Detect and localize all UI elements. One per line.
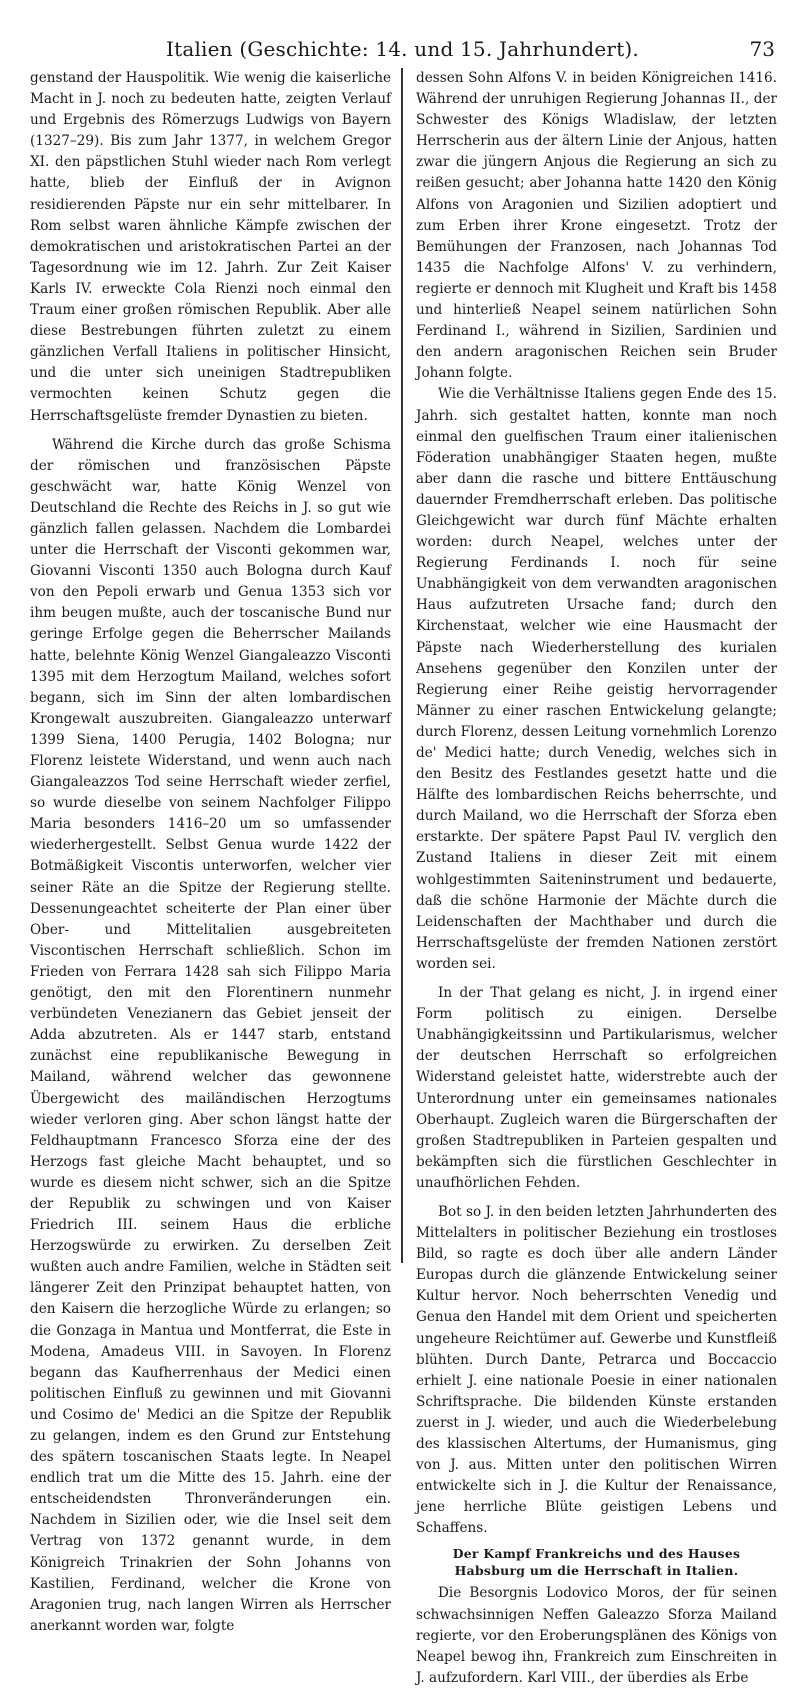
left-column [30, 68, 391, 1634]
page-number: 73 [749, 37, 775, 61]
paragraph: In der That gelang es nicht, J. in irgend einer Form politisch zu einigen. Derselbe Unabhängigkeitssinn und Partikularismus, welcher der deutschen Herrschaft so erfolgreichen Widerstand geleistet hatte, widerstrebte auch der Unterordnung unter ein gemeinsames nationales Oberhaupt. Zugleich waren die Bürgerschaften der großen Stadtrepubliken in Parteien gespalten und bekämpften sich die fürstlichen Geschlechter in unaufhörlichen Fehden. [416, 985, 777, 1191]
right-column [416, 68, 777, 1686]
section-heading: Der Kampf Frankreichs und des Hauses Habsburg um die Herrschaft in Italien. [452, 1546, 741, 1579]
paragraph: Während die Kirche durch das große Schisma der römischen und französischen Päpste geschwächt war, hatte König Wenzel von Deutschland die Rechte des Reichs in J. so gut wie gänzlich fallen gelassen. Nachdem die Lombardei unter die Herrschaft der Visconti gekommen war, Giovanni Visconti 1350 auch Bologna durch Kauf von den Pepoli erwarb und Genua 1353 sich vor ihm beugen mußte, auch der toscanische Bund nur geringe Erfolge gegen die Beherrscher Mailands hatte, belehnte König Wenzel Giangaleazzo Visconti 1395 mit dem Herzogtum Mailand, welches sofort begann, sich im Sinn der alten lombardischen Krongewalt auszubreiten. Giangaleazzo unterwarf 1399 Siena, 1400 Perugia, 1402 Bologna; nur Florenz leistete Widerstand, und wenn auch nach Giangaleazzos Tod seine Herrschaft wieder zerfiel, so wurde dieselbe von seinem Nachfolger Filippo Maria besonders 1416–20 um so umfassender wiederhergestellt. Selbst Genua wurde 1422 der Botmäßigkeit Viscontis unterworfen, welcher vier seiner Räte an die Spitze der Regierung stellte. Dessenungeachtet scheiterte der Plan einer über Ober- und Mittelitalien ausgebreiteten Viscontischen Herrschaft schließlich. Schon im Frieden von Ferrara 1428 sah sich Filippo Maria genötigt, den mit den Florentinern nunmehr verbündeten Venezianern das Gebiet jenseit der Adda abzutreten. Als er 1447 starb, entstand zunächst eine republikanische Bewegung in Mailand, während welcher das gewonnene Übergewicht des mailändischen Herzogtums wieder verloren ging. Aber schon längst hatte der Feldhauptmann Francesco Sforza eine der des Herzogs fast gleiche Macht behauptet, und so wurde es diesem nicht schwer, sich an die Spitze der Republik zu schwingen und von Kaiser Friedrich III. seinem Haus die erbliche Herzogswürde zu erwirken. Zu derselben Zeit wußten auch andre Familien, welche in Städten seit längerer Zeit den Prinzipat behauptet hatten, von den Kaisern die herzogliche Würde zu erlangen; so die Gonzaga in Mantua und Montferrat, die Este in Modena, Amadeus VIII. in Savoyen. In Florenz begann das Kaufherrenhaus der Medici einen politischen Einfluß zu gewinnen und mit Giovanni und Cosimo de' Medici an die Spitze der Republik zu gelangen, indem es den Grund zur Entstehung des spätern toscanischen Staats legte. In Neapel endlich trat um die Mitte des 15. Jahrh. eine der entscheidendsten Thronveränderungen ein. Nachdem in Sizilien oder, wie die Insel seit dem Vertrag von 1372 genannt wurde, in dem Königreich Trinakrien der Sohn Johanns von Kastilien, Ferdinand, welcher die Krone von Aragonien trug, nach langen Wirren als Herrscher anerkannt worden war, folgte [30, 436, 391, 1634]
paragraph: Bot so J. in den beiden letzten Jahrhunderten des Mittelalters in politischer Beziehung ein trostloses Bild, so ragte es doch über alle andern Länder Europas durch die glänzende Entwickelung seiner Kultur hervor. Noch beherrschten Venedig und Genua den Handel mit dem Orient und speicherten ungeheure Reichtümer auf. Gewerbe und Kunstfleiß blühten. Durch Dante, Petrarca und Boccaccio erhielt J. eine nationale Poesie in einer nationalen Schriftsprache. Die bildenden Künste erstanden zuerst in J. wieder, und auch die Wiederbelebung des klassischen Altertums, der Humanismus, ging von J. aus. Mitten unter den politischen Wirren entwickelte sich in J. die Kultur der Renaissance, jene herrliche Blüte geistigen Lebens und Schaffens. [416, 1203, 777, 1537]
paragraph: Wie die Verhältnisse Italiens gegen Ende des 15. Jahrh. sich gestaltet hatten, konnte man noch einmal den guelfischen Traum einer italienischen Föderation unabhängiger Staaten hegen, mußte aber dann die rasche und bittere Enttäuschung dauernder Fremdherrschaft erleben. Das politische Gleichgewicht war durch fünf Mächte erhalten worden: durch Neapel, welches unter der Regierung Ferdinands I. noch für seine Unabhängigkeit von dem verwandten aragonischen Haus aufzutreten Ursache fand; durch den Kirchenstaat, welcher wie eine Hausmacht der Päpste nach Wiederherstellung des kurialen Ansehens gegenüber den Konzilen unter der Regierung einer Reihe geistig hervorragender Männer zu einer raschen Entwickelung gelangte; durch Florenz, dessen Leitung vornehmlich Lorenzo de' Medici hatte; durch Venedig, welches sich in den Besitz des Festlandes gesetzt hatte und die Hälfte des lombardischen Reichs beherrschte, und durch Mailand, wo die Herrschaft der Sforza eben erstarkte. Der spätere Papst Paul IV. verglich den Zustand Italiens in dieser Zeit mit einem wohlgestimmten Saiteninstrument und bedauerte, daß die schöne Harmonie der Mächte durch die Leidenschaften der Machthaber und durch die Herrschaftsgelüste der fremden Nationen zerstört worden sei. [416, 386, 777, 972]
paragraph: genstand der Hauspolitik. Wie wenig die kaiserliche Macht in J. noch zu bedeuten hatte, zeigten Verlauf und Ergebnis des Römerzugs Ludwigs von Bayern (1327–29). Bis zum Jahr 1377, in welchem Gregor XI. den päpstlichen Stuhl wieder nach Rom verlegt hatte, blieb der Einfluß der in Avignon residierenden Päpste nur ein sehr mittelbarer. In Rom selbst waren ähnliche Kämpfe zwischen der demokratischen und aristokratischen Partei an der Tagesordnung wie im 12. Jahrh. Zur Zeit Kaiser Karls IV. erweckte Cola Rienzi noch einmal den Traum einer großen römischen Republik. Aber alle diese Bestrebungen führten zuletzt zu einem gänzlichen Verfall Italiens in politischer Hinsicht, und die unter sich uneinigen Stadtrepubliken vermochten keinen Schutz gegen die Herrschaftsgelüste fremder Dynastien zu bieten. [30, 70, 391, 424]
paragraph: Die Besorgnis Lodovico Moros, der für seinen schwachsinnigen Neffen Galeazzo Sforza Mailand regierte, vor den Eroberungsplänen des Königs von Neapel bewog ihn, Frankreich zum Einschreiten in J. aufzufordern. Karl VIII., der überdies als Erbe [416, 1585, 777, 1686]
running-header [30, 34, 775, 64]
paragraph: dessen Sohn Alfons V. in beiden Königreichen 1416. Während der unruhigen Regierung Johannas II., der Schwester des Königs Wladislaw, der letzten Herrscherin aus der ältern Linie der Anjous, hatten zwar die jüngern Anjous die Regierung an sich zu reißen gesucht; aber Johanna hatte 1420 den König Alfons von Aragonien und Sizilien adoptiert und zum Erben ihrer Krone eingesetzt. Trotz der Bemühungen der Franzosen, nach Johannas Tod 1435 die Nachfolge Alfons' V. zu verhindern, regierte er dennoch mit Klugheit und Kraft bis 1458 und hinterließ Neapel seinem natürlichen Sohn Ferdinand I., während in Sizilien, Sardinien und den andern aragonischen Reichen sein Bruder Johann folgte. [416, 70, 777, 382]
running-title: Italien (Geschichte: 14. und 15. Jahrhundert). [165, 37, 639, 61]
column-divider [401, 68, 403, 1263]
